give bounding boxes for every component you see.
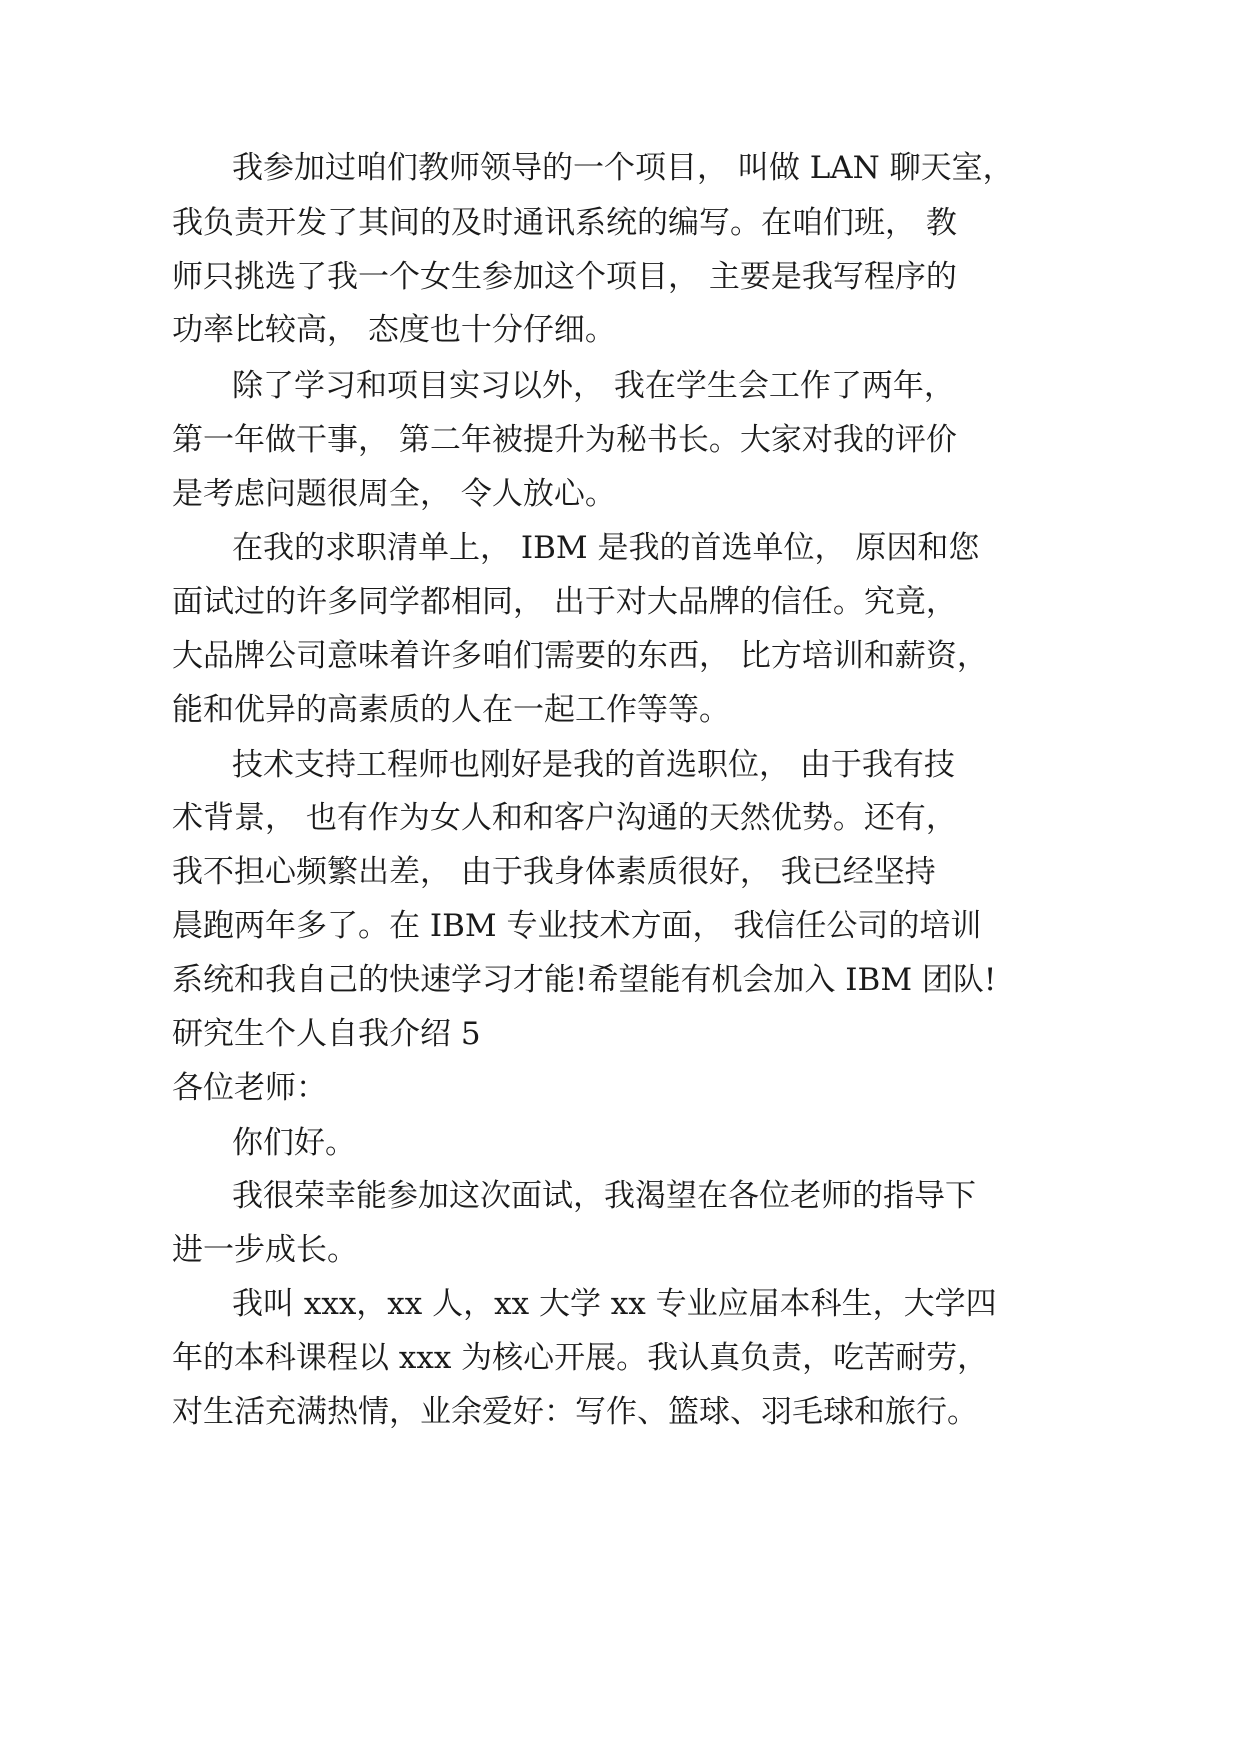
text-line: 在我的求职清单上， IBM 是我的首选单位， 原因和您	[232, 530, 980, 566]
text-line: 技术支持工程师也刚好是我的首选职位， 由于我有技	[232, 747, 955, 783]
text-line: 进一步成长。	[172, 1232, 358, 1268]
text-line: 我叫 xxx，xx 人，xx 大学 xx 专业应届本科生，大学四	[232, 1286, 997, 1322]
text-line: 除了学习和项目实习以外， 我在学生会工作了两年，	[232, 368, 955, 404]
text-line: 你们好。	[232, 1125, 356, 1161]
text-line: 是考虑问题很周全， 令人放心。	[172, 476, 616, 512]
text-line: 能和优异的高素质的人在一起工作等等。	[172, 692, 730, 728]
text-line: 第一年做干事， 第二年被提升为秘书长。大家对我的评价	[172, 422, 957, 458]
text-line: 术背景， 也有作为女人和和客户沟通的天然优势。还有，	[172, 800, 957, 836]
text-line: 对生活充满热情，业余爱好：写作、篮球、羽毛球和旅行。	[172, 1394, 978, 1430]
text-line: 研究生个人自我介绍 5	[172, 1016, 481, 1052]
text-line: 我很荣幸能参加这次面试，我渴望在各位老师的指导下	[232, 1178, 976, 1214]
text-line: 师只挑选了我一个女生参加这个项目， 主要是我写程序的	[172, 259, 957, 295]
text-line: 年的本科课程以 xxx 为核心开展。我认真负责，吃苦耐劳，	[172, 1340, 989, 1376]
text-line: 面试过的许多同学都相同， 出于对大品牌的信任。究竟，	[172, 584, 957, 620]
text-line: 我负责开发了其间的及时通讯系统的编写。在咱们班， 教	[172, 205, 957, 241]
text-line: 晨跑两年多了。在 IBM 专业技术方面， 我信任公司的培训	[172, 908, 982, 944]
text-line: 我不担心频繁出差， 由于我身体素质很好， 我已经坚持	[172, 854, 936, 890]
text-line: 我参加过咱们教师领导的一个项目， 叫做 LAN 聊天室，	[232, 150, 1014, 186]
text-line: 各位老师：	[172, 1070, 327, 1106]
text-line: 大品牌公司意味着许多咱们需要的东西， 比方培训和薪资，	[172, 638, 988, 674]
text-line: 功率比较高， 态度也十分仔细。	[172, 312, 616, 348]
text-line: 系统和我自己的快速学习才能!希望能有机会加入 IBM 团队!	[172, 962, 997, 998]
